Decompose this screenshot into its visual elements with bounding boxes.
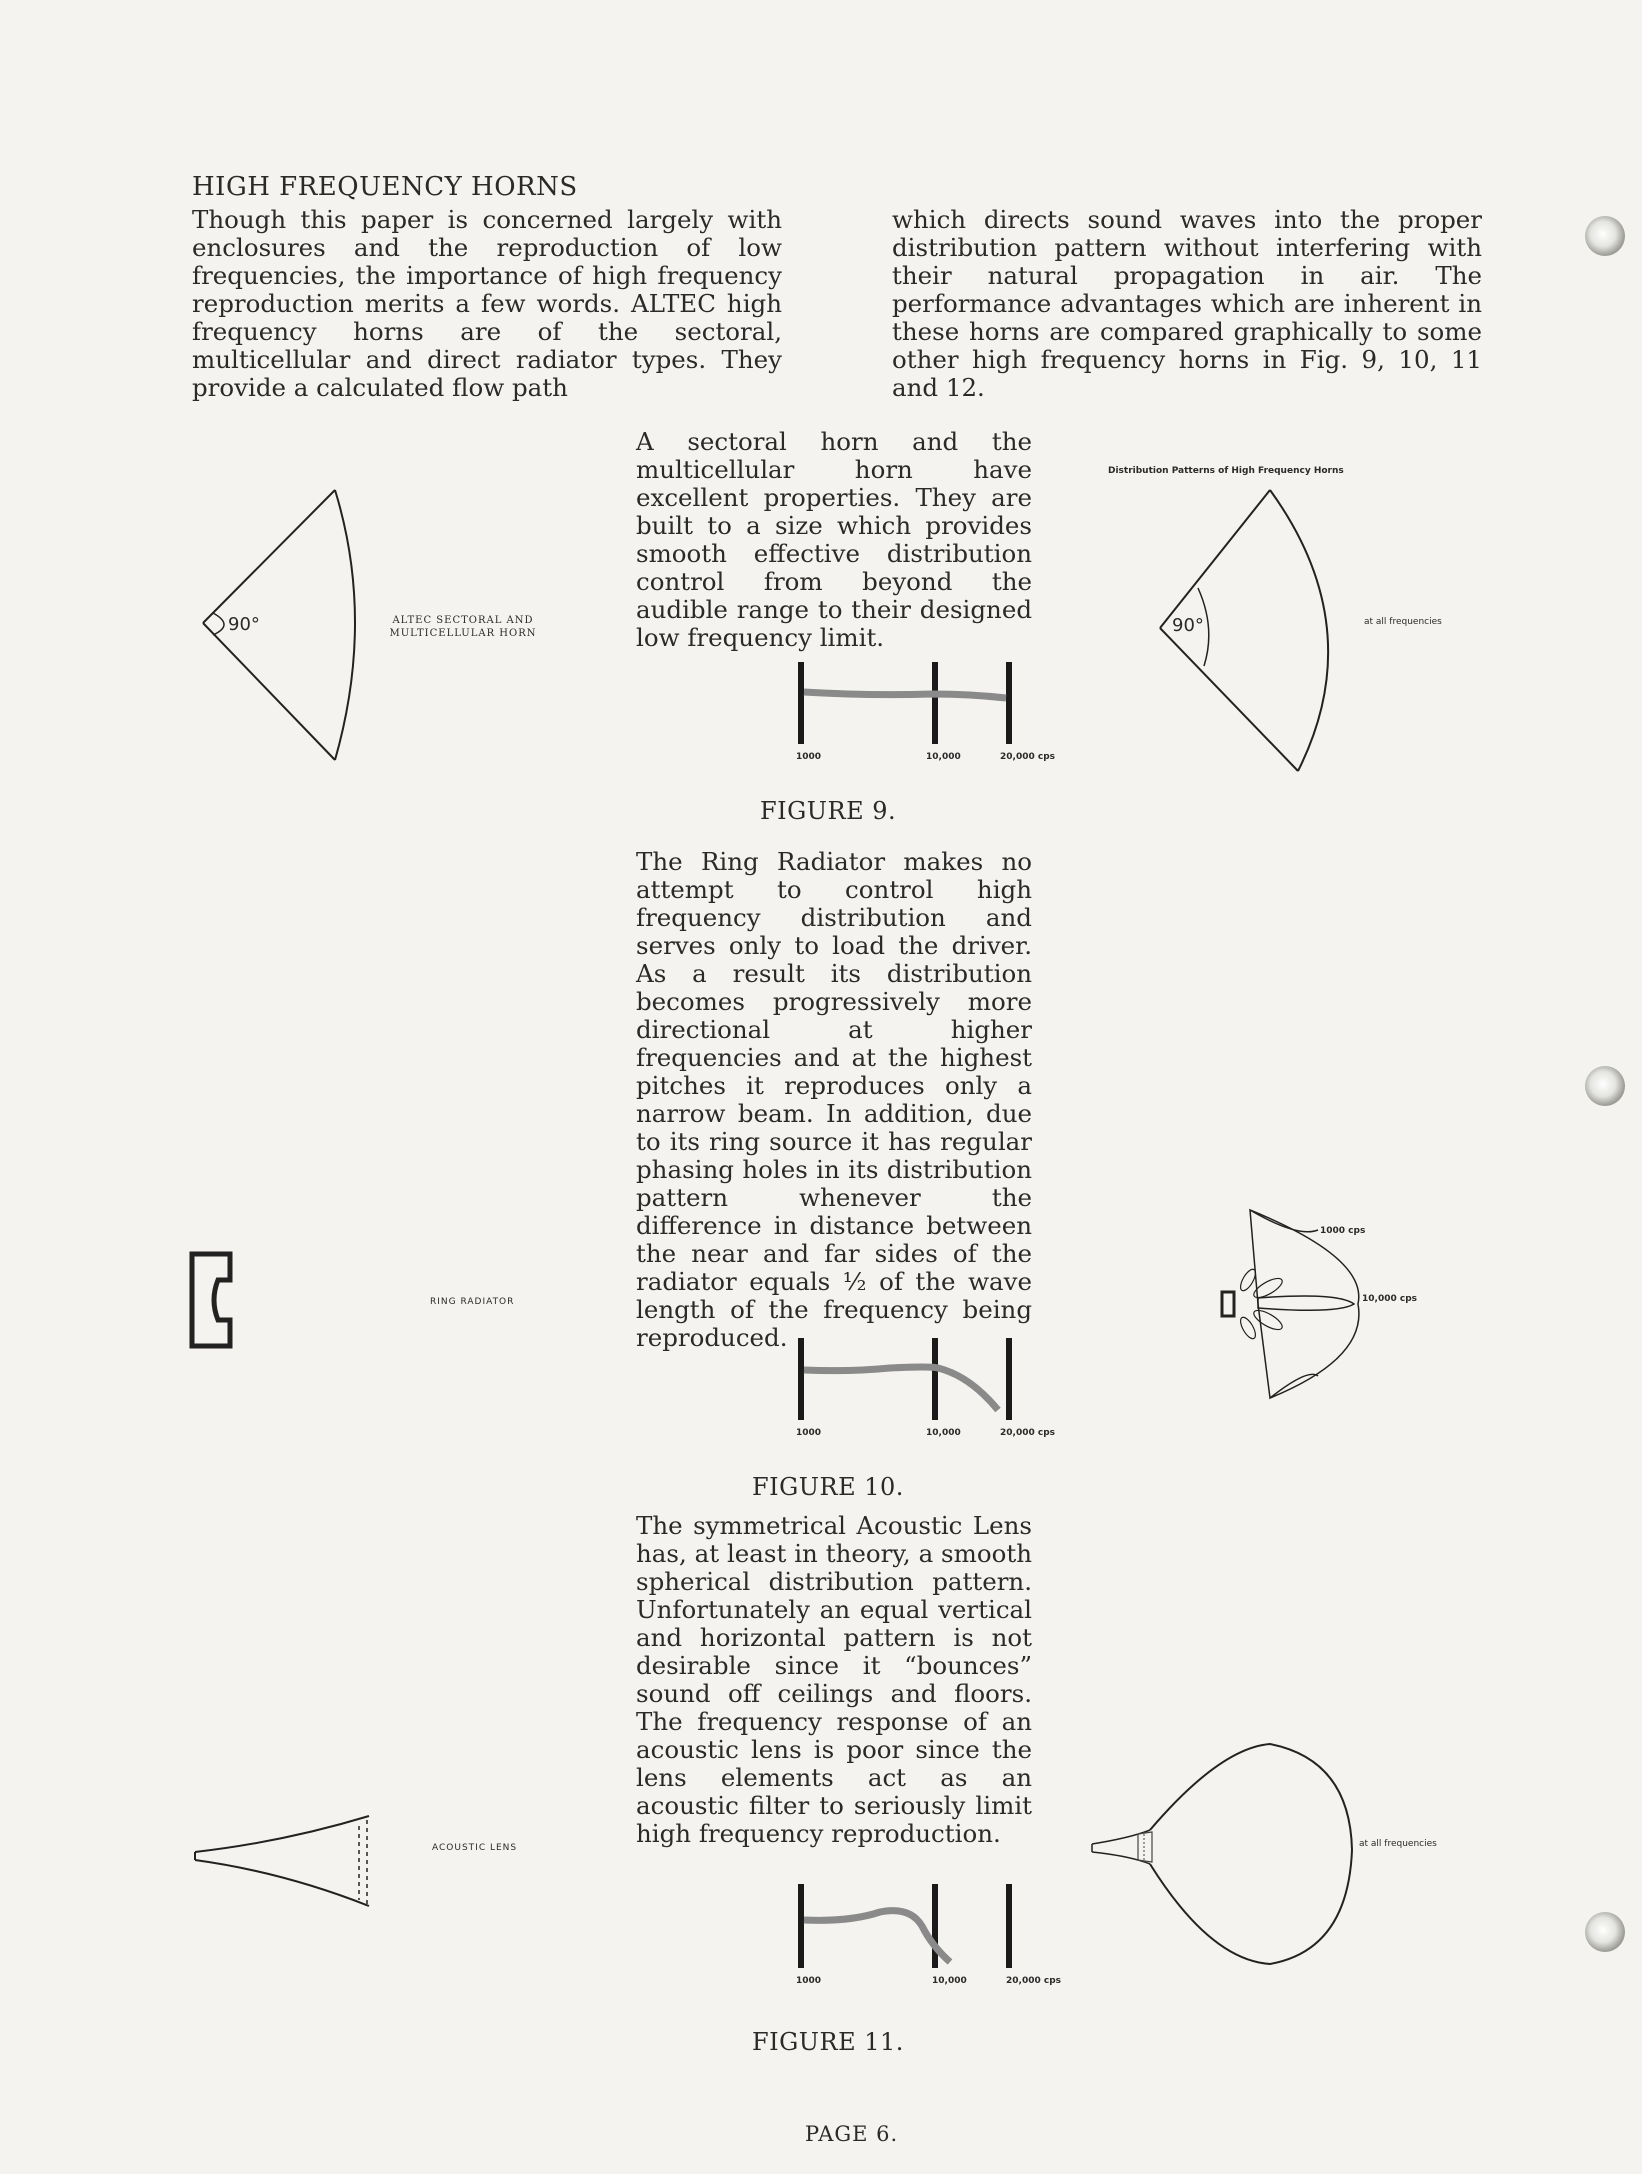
ring-radiator-distribution-pattern xyxy=(1218,1208,1378,1408)
ring-radiator-diagram xyxy=(188,1252,240,1348)
page-number: PAGE 6. xyxy=(805,2122,899,2146)
fig11-axis-1000: 1000 xyxy=(796,1976,822,1986)
figure11-caption: FIGURE 11. xyxy=(752,2028,904,2056)
fig10-label-1000: 1000 cps xyxy=(1320,1226,1366,1236)
fig9-axis-1000: 1000 xyxy=(796,752,822,762)
section-heading: HIGH FREQUENCY HORNS xyxy=(192,172,578,202)
horn-label xyxy=(378,614,548,640)
punch-hole-middle xyxy=(1585,1066,1625,1106)
figure9-caption: FIGURE 9. xyxy=(760,797,897,825)
sectoral-horn-diagram xyxy=(195,485,375,765)
intro-right-column: which directs sound waves into the proper distribution pattern without interfering with their natural propagation in air. The performance advantages which are inherent in these horns are compared graphically to some other high frequency horns in Fig. 9, 10, 11 and 12. xyxy=(892,205,1482,402)
fig10-axis-1000: 1000 xyxy=(796,1428,822,1438)
figure11-response-graph xyxy=(790,1882,1030,1974)
figure10-paragraph: The Ring Radiator makes no attempt to control high frequency distribution and serves only to load the driver. As a result its distribution becomes progressively more directional at higher frequencies and at the highest pitches it reproduces only a narrow beam. In addition, due to its ring source it has regular phasing holes in its distribution pattern whenever the difference in distance between the near and far sides of the radiator equals ½ of the wave length of the frequency being reproduced. xyxy=(636,847,1032,1352)
figure10-response-graph xyxy=(790,1336,1030,1426)
fig11-axis-10000: 10,000 xyxy=(932,1976,967,1986)
punch-hole-bottom xyxy=(1585,1912,1625,1952)
fig10-axis-20000: 20,000 cps xyxy=(1000,1428,1055,1438)
intro-left-column: Though this paper is concerned largely with enclosures and the reproduction of low frequencies, the importance of high frequency reproduction merits a few words. ALTEC high frequency horns are of the sectoral, multicellular and direct radiator types. They provide a calculated flow path xyxy=(192,205,782,402)
pattern-angle-label: 90° xyxy=(1172,615,1204,636)
horn-angle-label: 90° xyxy=(228,614,260,635)
figure11-paragraph: The symmetrical Acoustic Lens has, at least in theory, a smooth spherical distribution pattern. Unfortunately an equal vertical and horizontal pattern is not desirable since it “bounces” sound off ceilings and floors. The frequency response of an acoustic lens is poor since the lens elements act as an acoustic filter to seriously limit high frequency reproduction. xyxy=(636,1511,1032,1848)
horn-label-line1: ALTEC SECTORAL AND xyxy=(392,615,534,626)
acoustic-lens-distribution-pattern xyxy=(1090,1740,1360,1980)
fig11-pattern-label: at all frequencies xyxy=(1359,1839,1437,1849)
fig9-pattern-label: at all frequencies xyxy=(1364,617,1442,627)
figure9-response-graph xyxy=(790,660,1020,750)
ring-radiator-label: RING RADIATOR xyxy=(430,1297,515,1307)
pattern-title: Distribution Patterns of High Frequency Horns xyxy=(1108,466,1344,476)
acoustic-lens-diagram xyxy=(193,1812,393,1922)
acoustic-lens-label: ACOUSTIC LENS xyxy=(432,1843,518,1853)
fig10-axis-10000: 10,000 xyxy=(926,1428,961,1438)
figure9-paragraph: A sectoral horn and the multicellular horn have excellent properties. They are built to a size which provides smooth effective distribution control from beyond the audible range to their designed low frequency limit. xyxy=(636,427,1032,652)
fig10-label-10000: 10,000 cps xyxy=(1362,1294,1417,1304)
horn-label-line2: MULTICELLULAR HORN xyxy=(389,628,537,639)
fig11-axis-20000: 20,000 cps xyxy=(1006,1976,1061,1986)
fig9-axis-20000: 20,000 cps xyxy=(1000,752,1055,762)
punch-hole-top xyxy=(1585,216,1625,256)
figure10-caption: FIGURE 10. xyxy=(752,1473,904,1501)
fig9-axis-10000: 10,000 xyxy=(926,752,961,762)
